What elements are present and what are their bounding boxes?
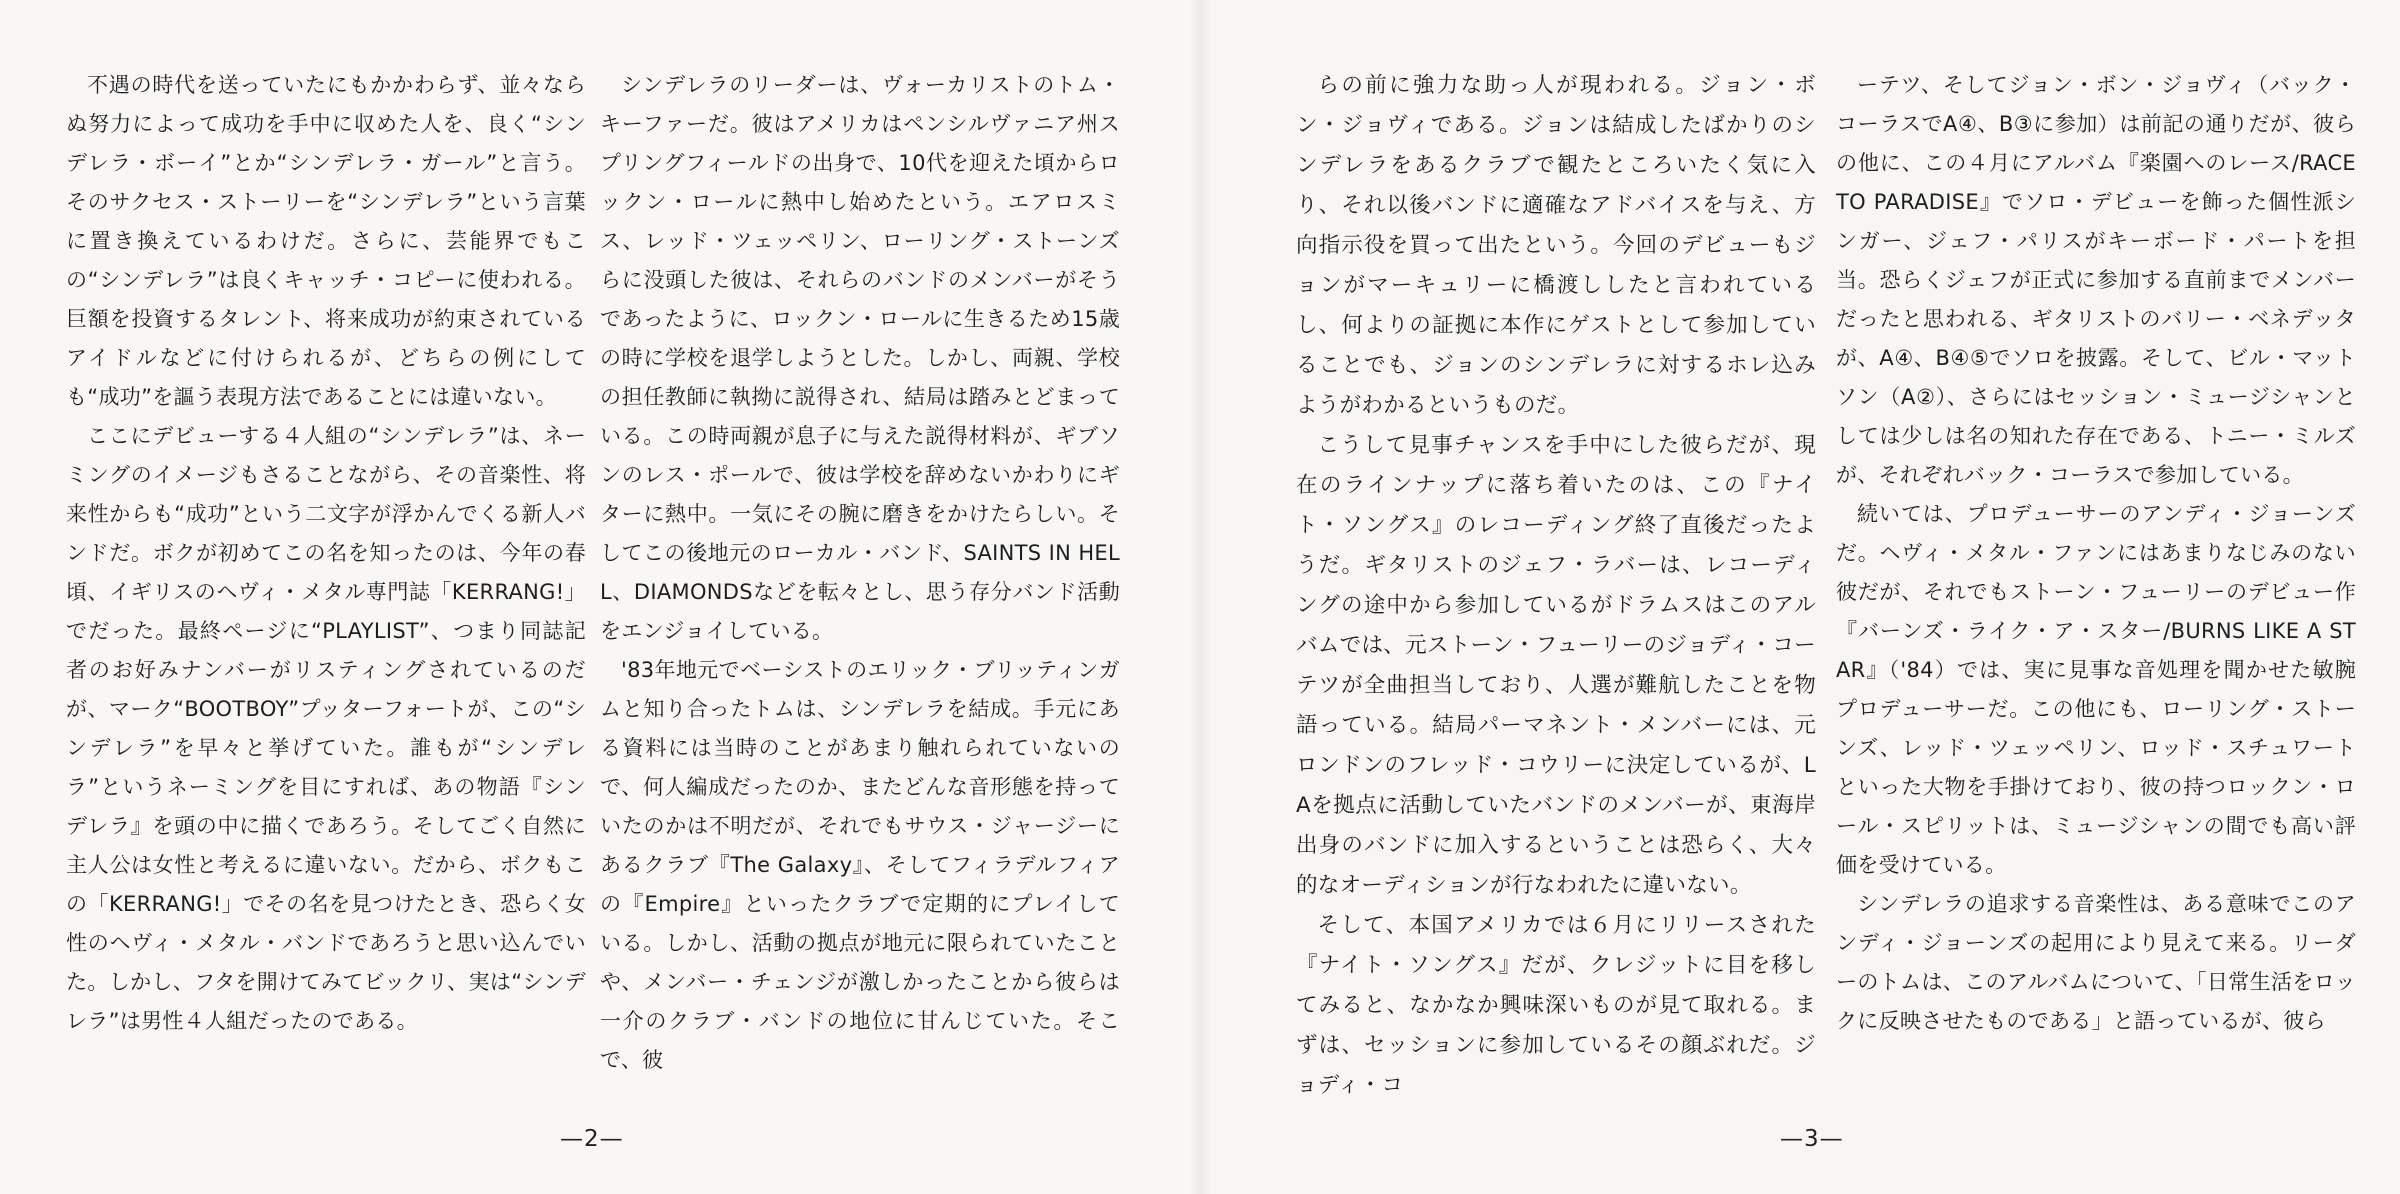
- page-number-right: —3—: [1780, 1126, 1844, 1152]
- paragraph: ーテツ、そしてジョン・ボン・ジョヴィ（バック・コーラスでA④、B③に参加）は前記の通りだが、彼らの他に、この４月にアルバム『楽園へのレース/RACE TO PARADISE』でソロ・デビューを飾った個性派シンガー、ジェフ・パリスがキーボード・パートを担当。恐らくジェフが正式に参加する直前までメンバーだったと思われる、ギタリストのバリー・ベネデッタが、A④、B④⑤でソロを披露。そして、ビル・マットソン（A②）、さらにはセッション・ミュージシャンとしては少しは名の知れた存在である、トニー・ミルズが、それぞれバック・コーラスで参加している。: [1836, 73, 2356, 487]
- paragraph: 不遇の時代を送っていたにもかかわらず、並々ならぬ努力によって成功を手中に収めた人を、良く“シンデレラ・ボーイ”とか“シンデレラ・ガール”と言う。そのサクセス・ストーリーを“シンデレラ”という言葉に置き換えているわけだ。さらに、芸能界でもこの“シンデレラ”は良くキャッチ・コピーに使われる。巨額を投資するタレント、将来成功が約束されているアイドルなどに付けられるが、どちらの例にしても“成功”を謳う表現方法であることには違いない。: [66, 73, 586, 409]
- right-page: [1200, 0, 2400, 1194]
- paragraph: ここにデビューする４人組の“シンデレラ”は、ネーミングのイメージもさることながら、その音楽性、将来性からも“成功”という二文字が浮かんでくる新人バンドだ。ボクが初めてこの名を知ったのは、今年の春頃、イギリスのヘヴィ・メタル専門誌「KERRANG!」でだった。最終ページに“PLAYLIST”、つまり同誌記者のお好みナンバーがリスティングされているのだが、マーク“BOOTBOY”プッターフォートが、この“シンデレラ”を早々と挙げていた。誰もが“シンデレラ”というネーミングを目にすれば、あの物語『シンデレラ』を頭の中に描くであろう。そしてごく自然に主人公は女性と考えるに違いない。だから、ボクもこの「KERRANG!」でその名を見つけたとき、恐らく女性のヘヴィ・メタル・バンドであろうと思い込んでいた。しかし、フタを開けてみてビックリ、実は“シンデレラ”は男性４人組だったのである。: [66, 424, 586, 1033]
- right-page-column-1: [1296, 66, 1816, 1106]
- paragraph: シンデレラの追求する音楽性は、ある意味でこのアンディ・ジョーンズの起用により見えて来る。リーダーのトムは、このアルバムについて、「日常生活をロックに反映させたものである」と語っているが、彼ら: [1836, 892, 2356, 1033]
- paragraph: 続いては、プロデューサーのアンディ・ジョーンズだ。ヘヴィ・メタル・ファンにはあまりなじみのない彼だが、それでもストーン・フューリーのデビュー作『バーンズ・ライク・ア・スター/BURNS LIKE A STAR』（'84）では、実に見事な音処理を聞かせた敏腕プロデューサーだ。この他にも、ローリング・ストーンズ、レッド・ツェッペリン、ロッド・スチュワートといった大物を手掛けており、彼の持つロックン・ロール・スピリットは、ミュージシャンの間でも高い評価を受けている。: [1836, 502, 2356, 877]
- left-page-column-2: [600, 66, 1120, 1080]
- paragraph: こうして見事チャンスを手中にした彼らだが、現在のラインナップに落ち着いたのは、この『ナイト・ソングス』のレコーディング終了直後だったようだ。ギタリストのジェフ・ラバーは、レコーディングの途中から参加しているがドラムスはこのアルバムでは、元ストーン・フューリーのジョディ・コーテツが全曲担当しており、人選が難航したことを物語っている。結局パーマネント・メンバーには、元ロンドンのフレッド・コウリーに決定しているが、LAを拠点に活動していたバンドのメンバーが、東海岸出身のバンドに加入するということは恐らく、大々的なオーディションが行なわれたに違いない。: [1296, 433, 1816, 898]
- paragraph: そして、本国アメリカでは６月にリリースされた『ナイト・ソングス』だが、クレジットに目を移してみると、なかなか興味深いものが見て取れる。まずは、セッションに参加しているその顔ぶれだ。ジョディ・コ: [1296, 913, 1816, 1098]
- left-page-column-1: [66, 66, 586, 1041]
- page-number-left: —2—: [560, 1126, 624, 1152]
- right-page-column-2: [1836, 66, 2356, 1041]
- paragraph: らの前に強力な助っ人が現われる。ジョン・ボン・ジョヴィである。ジョンは結成したばかりのシンデレラをあるクラブで観たところいたく気に入り、それ以後バンドに適確なアドバイスを与え、方向指示役を買って出たという。今回のデビューもジョンがマーキュリーに橋渡ししたと言われているし、何よりの証拠に本作にゲストとして参加していることでも、ジョンのシンデレラに対するホレ込みようがわかるというものだ。: [1296, 73, 1816, 418]
- page-gutter: [1188, 0, 1212, 1194]
- paragraph: '83年地元でベーシストのエリック・ブリッティンガムと知り合ったトムは、シンデレラを結成。手元にある資料には当時のことがあまり触れられていないので、何人編成だったのか、またどんな音形態を持っていたのかは不明だが、それでもサウス・ジャージーにあるクラブ『The Galaxy』、そしてフィラデルフィアの『Empire』といったクラブで定期的にプレイしている。しかし、活動の拠点が地元に限られていたことや、メンバー・チェンジが激しかったことから彼らは一介のクラブ・バンドの地位に甘んじていた。そこで、彼: [600, 658, 1120, 1072]
- paragraph: シンデレラのリーダーは、ヴォーカリストのトム・キーファーだ。彼はアメリカはペンシルヴァニア州スプリングフィールドの出身で、10代を迎えた頃からロックン・ロールに熱中し始めたという。エアロスミス、レッド・ツェッペリン、ローリング・ストーンズらに没頭した彼は、それらのバンドのメンバーがそうであったように、ロックン・ロールに生きるため15歳の時に学校を退学しようとした。しかし、両親、学校の担任教師に執拗に説得され、結局は踏みとどまっている。この時両親が息子に与えた説得材料が、ギブソンのレス・ポールで、彼は学校を辞めないかわりにギターに熱中。一気にその腕に磨きをかけたらしい。そしてこの後地元のローカル・バンド、SAINTS IN HELL、DIAMONDSなどを転々とし、思う存分バンド活動をエンジョイしている。: [600, 73, 1120, 643]
